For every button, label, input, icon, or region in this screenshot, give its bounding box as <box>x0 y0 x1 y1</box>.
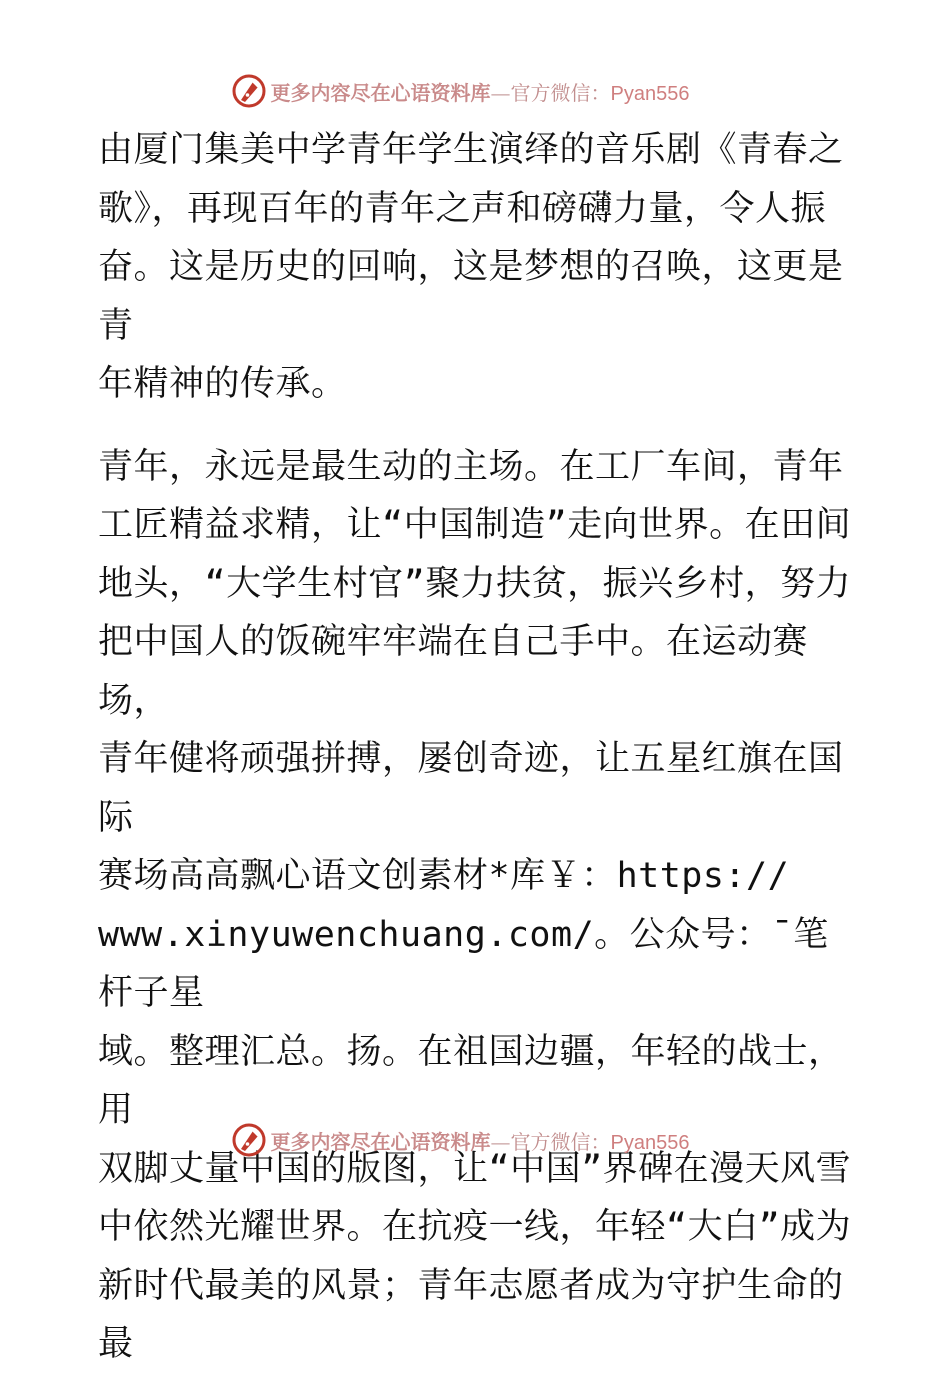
header-brand: 更多内容尽在心语资料库 <box>270 80 491 105</box>
header-wechat-id: Pyan556 <box>610 82 690 105</box>
header-wechat-label: 官方微信： <box>510 80 611 105</box>
footer-watermark-inner <box>231 1122 690 1158</box>
footer-wechat-id: Pyan556 <box>610 1131 690 1154</box>
header-watermark-inner <box>231 73 690 109</box>
document-body <box>98 121 858 1374</box>
pen-nib-logo-icon <box>231 73 267 109</box>
header-watermark <box>0 71 950 111</box>
paragraph: 由厦门集美中学青年学生演绎的音乐剧《青春之 歌》，再现百年的青年之声和磅礴力量，令人振 奋。这是历史的回响，这是梦想的召唤，这更是青 年精神的传承。 <box>98 130 844 404</box>
paragraph: 青年，永远是最生动的主场。在工厂车间，青年 工匠精益求精，让“中国制造”走向世界。在田间 地头，“大学生村官”聚力扶贫，振兴乡村，努力 把中国人的饭碗牢牢端在自己手中。在运动赛场， 青年健将顽强拼搏，屡创奇迹，让五星红旗在国际 赛场高高飘心语文创素材*库￥：https:// www.xinyuwenchuang.com/。公众号：¯笔杆子星 域。整理汇总。扬。在祖国边疆，年轻的战士，用 双脚丈量中国的版图，让“中国”界碑在漫天风雪 中依然光耀世界。在抗疫一线，年轻“大白”成为 新时代最美的风景；青年志愿者成为守护生命的最 <box>98 446 852 1364</box>
header-watermark-text <box>271 77 690 106</box>
footer-wechat-label: 官方微信： <box>510 1129 611 1154</box>
header-separator: — <box>490 80 511 105</box>
footer-watermark-text <box>271 1126 690 1155</box>
footer-separator: — <box>490 1129 511 1154</box>
footer-watermark <box>0 1120 950 1160</box>
footer-brand: 更多内容尽在心语资料库 <box>270 1129 491 1154</box>
pen-nib-logo-icon <box>231 1122 267 1158</box>
